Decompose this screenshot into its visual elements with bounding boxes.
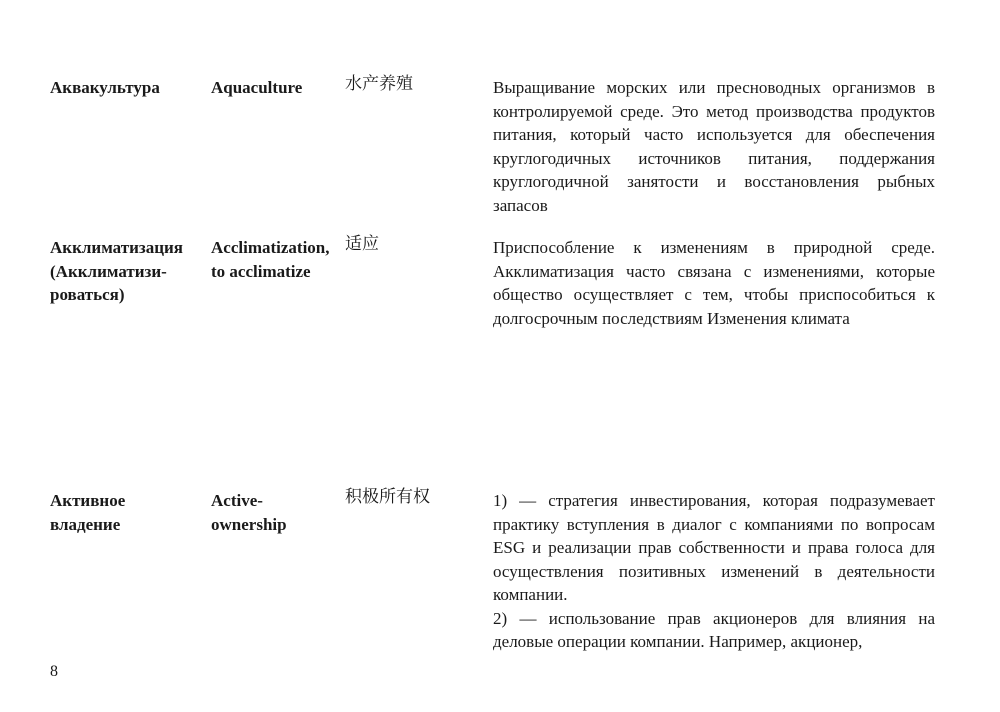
term-russian: Акклиматизация (Акклиматизи- роваться): [50, 238, 183, 304]
term-english: Active- ownership: [211, 491, 287, 534]
term-english: Acclimatization, to acclimatize: [211, 238, 330, 281]
term-english: Aquaculture: [211, 78, 303, 97]
term-definition: Приспособление к изменениям в природной среде. Акклиматизация часто связана с изменениями, которые общество осуществляет с тем, чтобы приспособиться к долгосрочным последствиям Изменения климата: [493, 238, 935, 328]
term-chinese: 适应: [345, 234, 379, 254]
page-number: 8: [50, 663, 58, 680]
term-russian: Активное владение: [50, 491, 126, 534]
term-chinese: 水产养殖: [345, 74, 413, 94]
term-definition: 1) — стратегия инвестирования, которая подразумевает практику вступления в диалог с компаниями по вопросам ESG и реализации прав собственности и права голоса для осуществления позитивных изменений в деятельности компании. 2) — использование прав акционеров для влияния на деловые операции компании. Например, акционер,: [493, 491, 935, 651]
term-russian: Аквакультура: [50, 78, 160, 97]
term-chinese: 积极所有权: [345, 487, 430, 507]
term-definition: Выращивание морских или пресноводных организмов в контролируемой среде. Это метод производства продуктов питания, который часто используется для обеспечения круглогодичных источников питания, поддержания круглогодичной занятости и восстановления рыбных запасов: [493, 78, 935, 215]
